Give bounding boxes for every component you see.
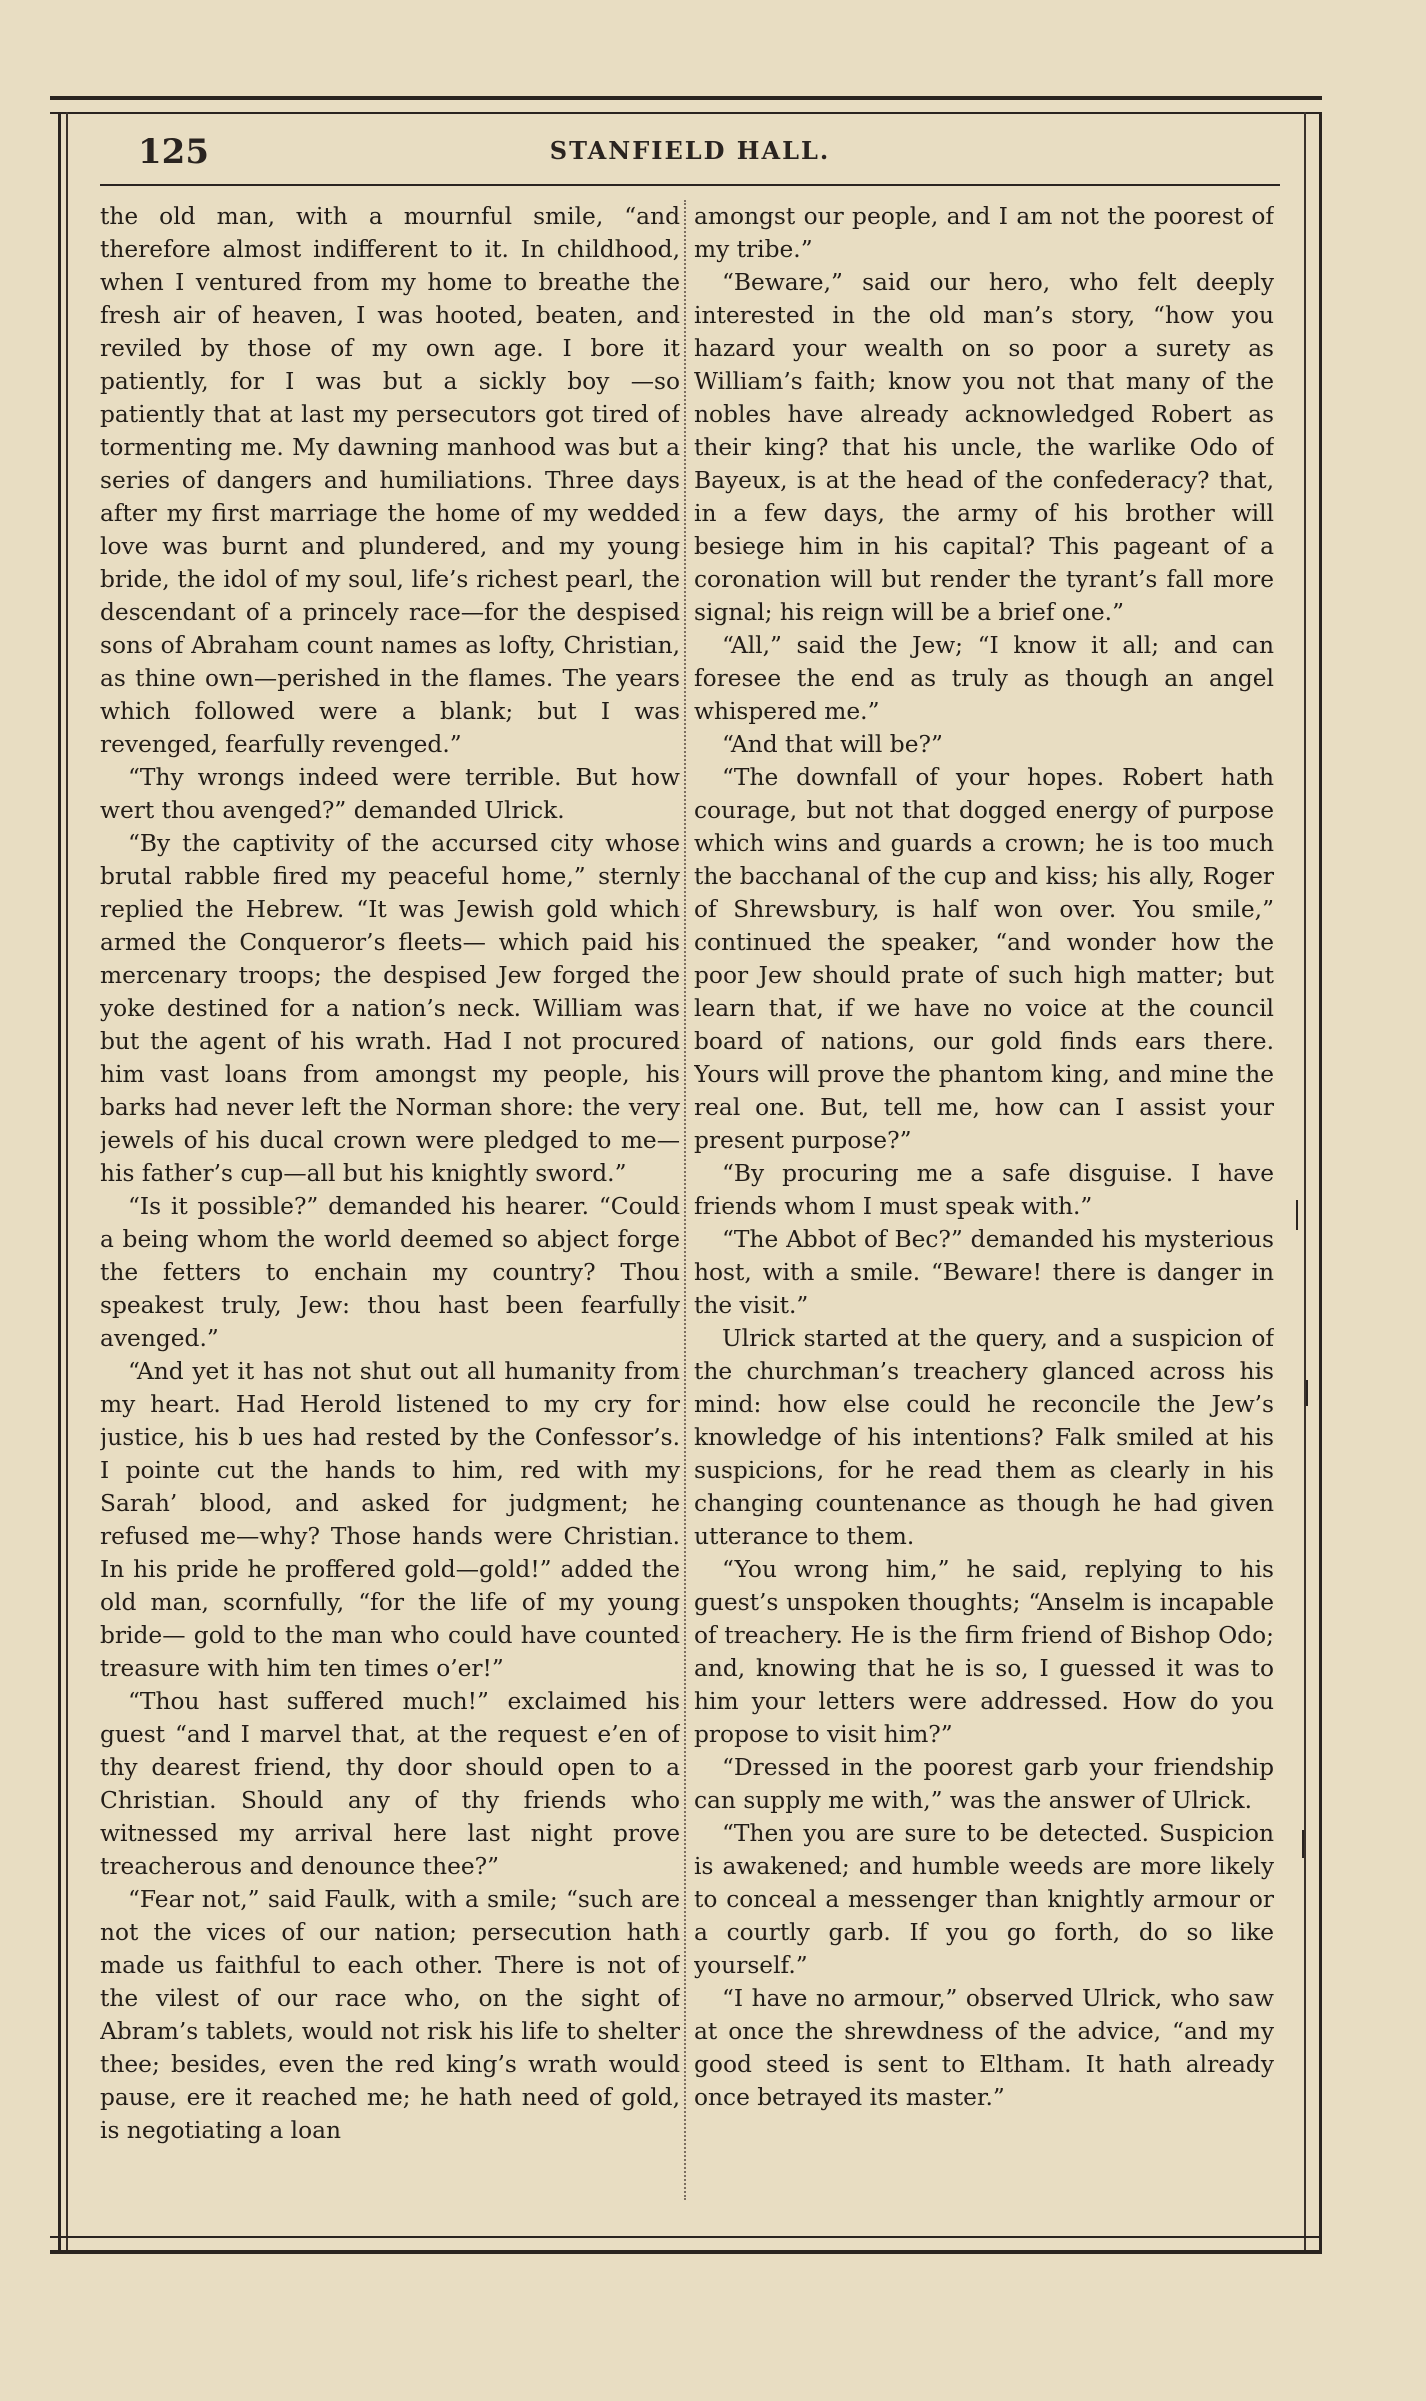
paragraph: “Fear not,” said Faulk, with a smile; “such are not the vices of our nation; persecution hath made us faithful to each other. There is not of the vilest of our race who, on the sight of Abram’s tablets, would not risk his life to shelter thee; besides, even the red king’s wrath would pause, ere it reached me; he hath need of gold, is negotiating a loan [100,1886,680,2144]
margin-mark [1302,1830,1304,1858]
header-rule [100,184,1280,186]
margin-mark [1306,1380,1308,1406]
paragraph: amongst our people, and I am not the poorest of my tribe.” [694,203,1274,263]
right-column [694,200,1274,2200]
paragraph: “The downfall of your hopes. Robert hath courage, but not that dogged energy of purpose which wins and guards a crown; he is too much the bacchanal of the cup and kiss; his ally, Roger of Shrewsbury, is half won over. You smile,” continued the speaker, “and wonder how the poor Jew should prate of such high matter; but learn that, if we have no voice at the council board of nations, our gold finds ears there. Yours will prove the phantom king, and mine the real one. But, tell me, how can I assist your present purpose?” [694,764,1274,1154]
paragraph: “Then you are sure to be detected. Suspicion is awakened; and humble weeds are more likely to conceal a messenger than knightly armour or a courtly garb. If you go forth, do so like yourself.” [694,1820,1274,1979]
paragraph: “I have no armour,” observed Ulrick, who saw at once the shrewdness of the advice, “and my good steed is sent to Eltham. It hath already once betrayed its master.” [694,1985,1274,2111]
paragraph: “The Abbot of Bec?” demanded his mysterious host, with a smile. “Beware! there is danger in the visit.” [694,1226,1274,1319]
page-header [100,128,1280,172]
paragraph: “Thy wrongs indeed were terrible. But how wert thou avenged?” demanded Ulrick. [100,764,680,824]
paragraph: “Beware,” said our hero, who felt deeply interested in the old man’s story, “how you hazard your wealth on so poor a surety as William’s faith; know you not that many of the nobles have already acknowledged Robert as their king? that his uncle, the warlike Odo of Bayeux, is at the head of the confederacy? that, in a few days, the army of his brother will besiege him in his capital? This pageant of a coronation will but render the tyrant’s fall more signal; his reign will be a brief one.” [694,269,1274,626]
left-column [100,200,680,2200]
paragraph: “By the captivity of the accursed city whose brutal rabble fired my peaceful home,” sternly replied the Hebrew. “It was Jewish gold which armed the Conqueror’s fleets— which paid his mercenary troops; the despised Jew forged the yoke destined for a nation’s neck. William was but the agent of his wrath. Had I not procured him vast loans from amongst my people, his barks had never left the Norman shore: the very jewels of his ducal crown were pledged to me—his father’s cup—all but his knightly sword.” [100,830,680,1187]
frame-inner-right-rule [1304,112,1306,2252]
running-title: STANFIELD HALL. [549,136,831,165]
paragraph: “By procuring me a safe disguise. I have friends whom I must speak with.” [694,1160,1274,1220]
paragraph: the old man, with a mournful smile, “and therefore almost indifferent to it. In childhood, when I ventured from my home to breathe the fresh air of heaven, I was hooted, beaten, and reviled by those of my own age. I bore it patiently, for I was but a sickly boy —so patiently that at last my persecutors got tired of tormenting me. My dawning manhood was but a series of dangers and humiliations. Three days after my first marriage the home of my wedded love was burnt and plundered, and my young bride, the idol of my soul, life’s richest pearl, the descendant of a princely race—for the despised sons of Abraham count names as lofty, Christian, as thine own—perished in the flames. The years which followed were a blank; but I was revenged, fearfully revenged.” [100,203,680,758]
paragraph: Ulrick started at the query, and a suspicion of the churchman’s treachery glanced across his mind: how else could he reconcile the Jew’s knowledge of his intentions? Falk smiled at his suspicions, for he read them as clearly in his changing countenance as though he had given utterance to them. [694,1325,1274,1550]
margin-mark [1296,1200,1298,1230]
column-divider [684,200,687,2200]
paragraph: “And that will be?” [722,731,943,758]
paragraph: “Dressed in the poorest garb your friendship can supply me with,” was the answer of Ulrick. [694,1754,1274,1814]
paragraph: “Thou hast suffered much!” exclaimed his guest “and I marvel that, at the request e’en of thy dearest friend, thy door should open to a Christian. Should any of thy friends who witnessed my arrival here last night prove treacherous and denounce thee?” [100,1688,680,1880]
page-number: 125 [138,132,209,172]
paragraph: “All,” said the Jew; “I know it all; and can foresee the end as truly as though an angel whispered me.” [694,632,1274,725]
bottom-double-rule [50,2236,1322,2254]
frame-inner-left-rule [66,112,68,2252]
paragraph: “And yet it has not shut out all humanity from my heart. Had Herold listened to my cry for justice, his b ues had rested by the Confessor’s. I pointe cut the hands to him, red with my Sarah’ blood, and asked for judgment; he refused me—why? Those hands were Christian. In his pride he proffered gold—gold!” added the old man, scornfully, “for the life of my young bride— gold to the man who could have counted treasure with him ten times o’er!” [100,1358,680,1682]
paragraph: “Is it possible?” demanded his hearer. “Could a being whom the world deemed so abject forge the fetters to enchain my country? Thou speakest truly, Jew: thou hast been fearfully avenged.” [100,1193,680,1352]
paragraph: “You wrong him,” he said, replying to his guest’s unspoken thoughts; “Anselm is incapable of treachery. He is the firm friend of Bishop Odo; and, knowing that he is so, I guessed it was to him your letters were addressed. How do you propose to visit him?” [694,1556,1274,1748]
